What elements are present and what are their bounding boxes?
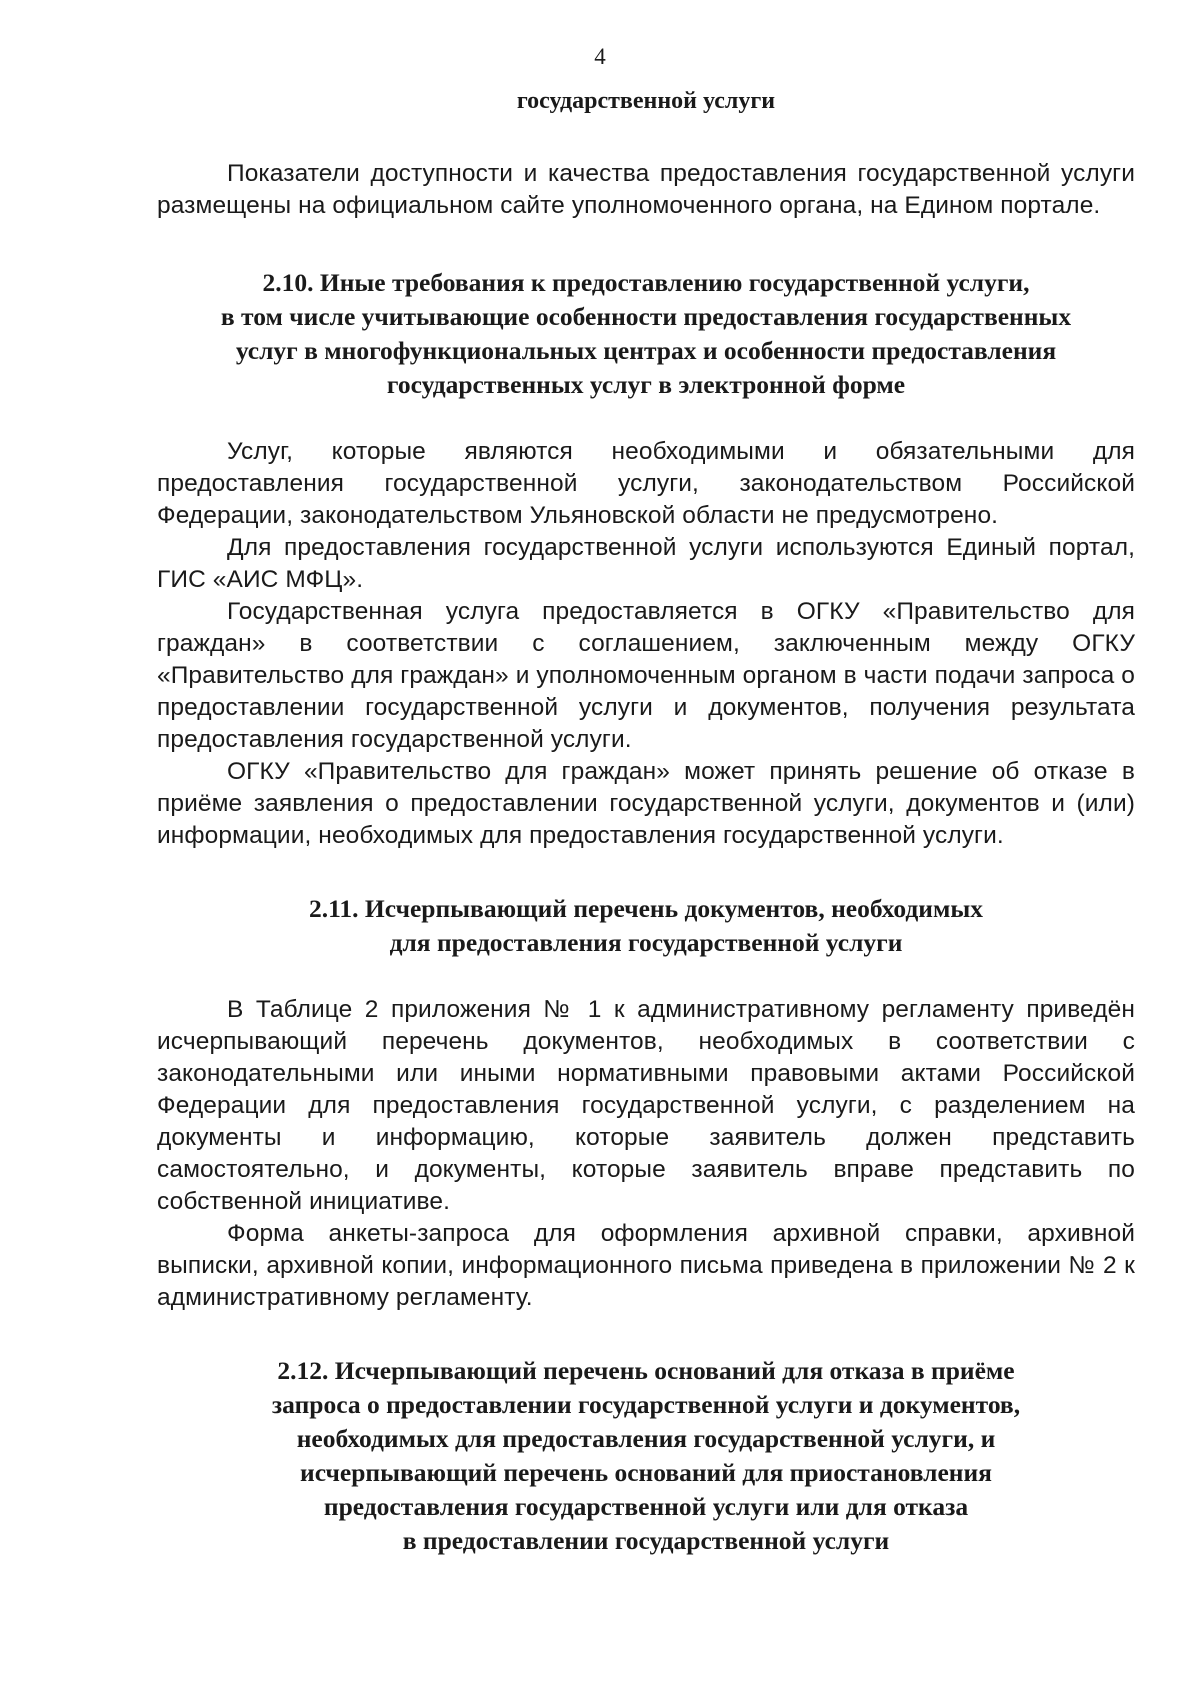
section-heading-2-12 bbox=[157, 1354, 1135, 1558]
section-body-2-11 bbox=[157, 994, 1135, 1314]
heading-line: 2.10. Иные требования к предоставлению государственной услуги, bbox=[262, 268, 1030, 297]
heading-line: 2.11. Исчерпывающий перечень документов, необходимых bbox=[308, 894, 984, 923]
paragraph: В Таблице 2 приложения № 1 к административному регламенту приведён исчерпывающий перечень документов, необходимых в соответствии с законодательными или иными нормативными правовыми актами Российской Федерации для предоставления государственной услуги, с разделением на документы и информацию, которые заявитель должен представить самостоятельно, и документы, которые заявитель вправе представить по собственной инициативе. bbox=[157, 996, 1135, 1215]
section-body-2-10 bbox=[157, 436, 1135, 852]
heading-line: государственных услуг в электронной форме bbox=[386, 370, 906, 399]
heading-line: услуг в многофункциональных центрах и особенности предоставления bbox=[235, 336, 1057, 365]
paragraph: Показатели доступности и качества предоставления государственной услуги размещены на официальном сайте уполномоченного органа, на Едином портале. bbox=[157, 160, 1135, 219]
heading-line: необходимых для предоставления государственной услуги, и bbox=[296, 1424, 996, 1453]
heading-line: в том числе учитывающие особенности предоставления государственных bbox=[220, 302, 1072, 331]
heading-line: запроса о предоставлении государственной услуги и документов, bbox=[271, 1390, 1021, 1419]
page-content bbox=[157, 84, 1135, 1558]
section-heading-2-10 bbox=[157, 266, 1135, 402]
paragraph: Форма анкеты-запроса для оформления архивной справки, архивной выписки, архивной копии, информационного письма приведена в приложении № 2 к административному регламенту. bbox=[157, 1220, 1135, 1311]
page-number: 4 bbox=[594, 44, 606, 69]
section-heading-2-11 bbox=[157, 892, 1135, 960]
heading-line: в предоставлении государственной услуги bbox=[402, 1526, 890, 1555]
paragraph: Услуг, которые являются необходимыми и обязательными для предоставления государственной услуги, законодательством Российской Федерации, законодательством Ульяновской области не предусмотрено. bbox=[157, 438, 1135, 529]
paragraph: ОГКУ «Правительство для граждан» может принять решение об отказе в приёме заявления о предоставлении государственной услуги, документов и (или) информации, необходимых для предоставления государственной услуги. bbox=[157, 758, 1135, 849]
section-heading-continuation: государственной услуги bbox=[516, 88, 776, 114]
heading-line: исчерпывающий перечень оснований для приостановления bbox=[300, 1458, 992, 1487]
paragraph: Для предоставления государственной услуги используются Единый портал, ГИС «АИС МФЦ». bbox=[157, 534, 1135, 593]
heading-line: для предоставления государственной услуги bbox=[389, 928, 903, 957]
heading-line: 2.12. Исчерпывающий перечень оснований для отказа в приёме bbox=[277, 1356, 1015, 1385]
paragraph: Государственная услуга предоставляется в ОГКУ «Правительство для граждан» в соответствии с соглашением, заключенным между ОГКУ «Правительство для граждан» и уполномоченным органом в части подачи запроса о предоставлении государственной услуги и документов, получения результата предоставления государственной услуги. bbox=[157, 598, 1135, 753]
heading-line: предоставления государственной услуги или для отказа bbox=[323, 1492, 969, 1521]
